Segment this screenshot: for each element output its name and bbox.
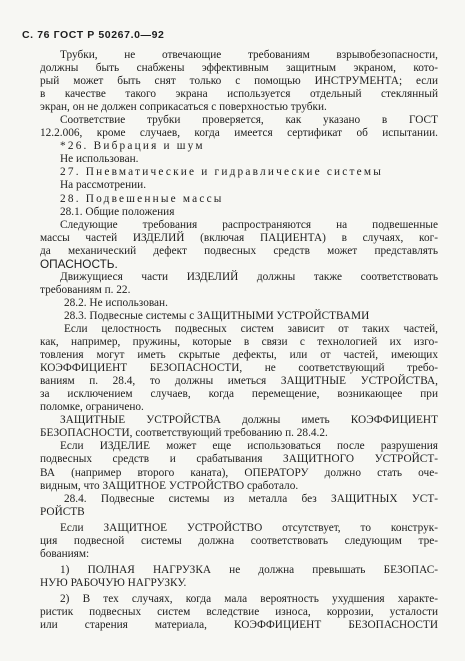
- text-line: ция подвесной системы должна соответствовать следующим тре-: [40, 534, 438, 547]
- list-item: 1) ПОЛНАЯ НАГРУЗКА не должна превышать БЕЗОПАС-: [60, 563, 438, 576]
- text-line: ваниям п. 28.4, то должны иметься ЗАЩИТНЫЕ УСТРОЙСТВА,: [40, 375, 438, 388]
- text-line: На рассмотрении.: [60, 179, 147, 192]
- text-line: Если целостность подвесных систем зависит от таких частей,: [64, 322, 438, 335]
- text-line: требованиям п. 22.: [40, 283, 131, 296]
- section-heading: 28. Подвешенные массы: [60, 192, 224, 205]
- text-line: подвесных средств и срабатывания ЗАЩИТНОГО УСТРОЙСТ-: [40, 453, 438, 466]
- text-line: поломке, ограничено.: [40, 401, 144, 414]
- text-line: 12.2.006, кроме случаев, когда имеется сертификат об испытании.: [40, 127, 438, 140]
- text-line: КОЭФФИЦИЕНТ БЕЗОПАСНОСТИ, не соответствующий требо-: [40, 362, 438, 375]
- text-line: экран, он не должен соприкасаться с поверхностью трубки.: [40, 101, 327, 114]
- text-line: Если ИЗДЕЛИЕ может еще использоваться после разрушения: [60, 440, 438, 453]
- text-line: Не использован.: [60, 153, 139, 166]
- text-line: должны быть снабжены эффективным защитным экраном, кото-: [40, 62, 438, 75]
- text-line: Движущиеся части ИЗДЕЛИЙ должны также соответствовать: [60, 270, 438, 283]
- text-line: за исключением случаев, когда перемещение, возникающее при: [40, 388, 438, 401]
- text-line: НУЮ РАБОЧУЮ НАГРУЗКУ.: [40, 576, 187, 589]
- text-line: Соответствие трубки проверяется, как указано в ГОСТ: [60, 114, 438, 127]
- list-item: 2) В тех случаях, когда мала вероятность ухудшения характе-: [60, 592, 438, 605]
- text-line: БЕЗОПАСНОСТИ, соответствующий требованию п. 28.4.2.: [40, 427, 328, 440]
- subsection-heading: 28.3. Подвесные системы с ЗАЩИТНЫМИ УСТРОЙСТВАМИ: [64, 309, 370, 322]
- text-line: ЗАЩИТНЫЕ УСТРОЙСТВА должны иметь КОЭФФИЦИЕНТ: [60, 414, 438, 427]
- text-line: ристик подвесных систем вследствие износа, коррозии, усталости: [40, 605, 438, 618]
- text-line: Если ЗАЩИТНОЕ УСТРОЙСТВО отсутствует, то конструк-: [60, 521, 438, 534]
- text-line: или старения материала, КОЭФФИЦИЕНТ БЕЗОПАСНОСТИ: [40, 619, 438, 632]
- text-line: Следующие требования распространяются на подвешенные: [60, 218, 438, 231]
- text-line: бованиям:: [40, 547, 90, 560]
- text-line: РОЙСТВ: [40, 505, 85, 518]
- page-header: С. 76 ГОСТ Р 50267.0—92: [22, 29, 165, 41]
- text-line: как, например, пружины, которые в связи с технологией их изго-: [40, 336, 438, 349]
- text-line: товления могут иметь скрытые дефекты, или от частей, имеющих: [40, 349, 438, 362]
- body-text: [40, 49, 438, 632]
- section-heading: *26. Вибрация и шум: [60, 140, 205, 153]
- text-line: да механический дефект подвесных средств может представлять: [40, 244, 438, 257]
- text-line: Трубки, не отвечающие требованиям взрывобезопасности,: [60, 49, 438, 61]
- text-line: ВА (например второго каната), ОПЕРАТОРУ должно стать оче-: [40, 466, 438, 479]
- text-line: видным, что ЗАЩИТНОЕ УСТРОЙСТВО сработало.: [40, 479, 299, 492]
- text-line: ОПАСНОСТЬ.: [40, 256, 118, 271]
- section-heading: 27. Пневматические и гидравлические системы: [60, 166, 383, 179]
- subsection-heading: 28.4. Подвесные системы из металла без ЗАЩИТНЫХ УСТ-: [64, 492, 438, 505]
- subsection-heading: 28.2. Не использован.: [64, 296, 168, 309]
- subsection-heading: 28.1. Общие положения: [60, 205, 175, 218]
- text-line: в качестве такого экрана используется отдельный стеклянный: [40, 88, 438, 101]
- text-line: массы частей ИЗДЕЛИЙ (включая ПАЦИЕНТА) в случаях, ког-: [40, 231, 438, 244]
- text-line: рый может быть снят только с помощью ИНСТРУМЕНТА; если: [40, 75, 438, 88]
